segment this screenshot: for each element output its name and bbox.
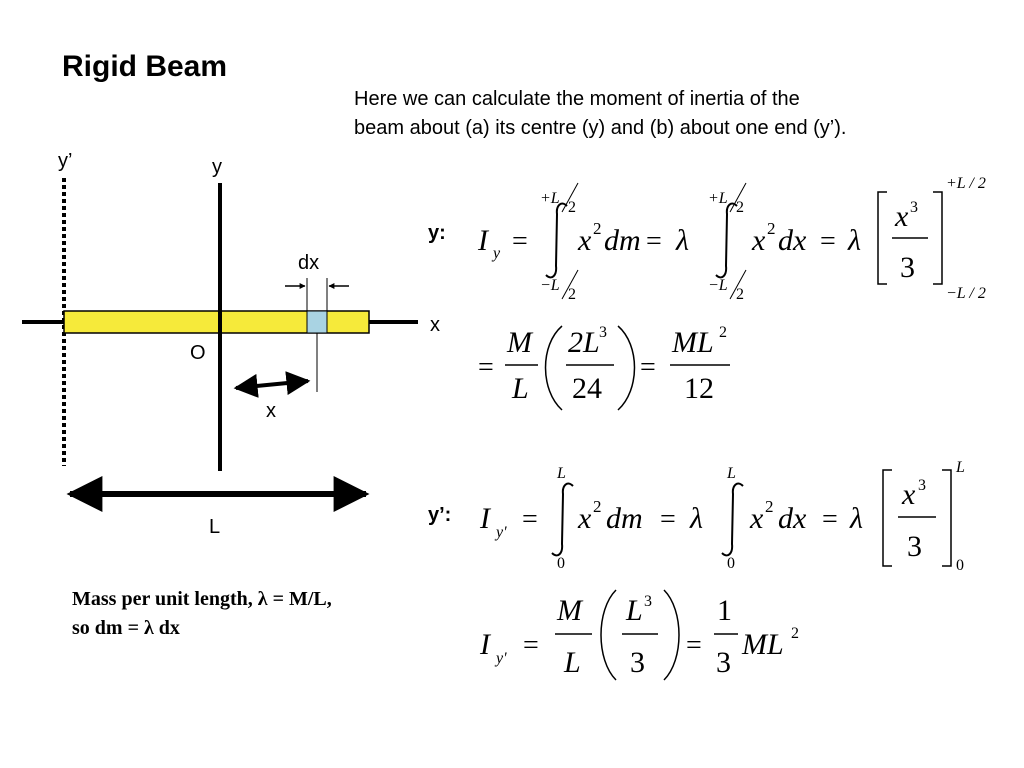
- eq1-upper-den-1: 2: [568, 199, 576, 216]
- eq2-sq-1: 2: [593, 497, 602, 516]
- eq1-equals-2: =: [646, 226, 662, 257]
- eq1r-left-paren: [546, 326, 563, 410]
- eq1r-L: L: [512, 372, 529, 405]
- eq1-right-bracket: [933, 192, 942, 284]
- eq2r-cube: 3: [644, 593, 652, 610]
- eq1-frac-x: x: [895, 200, 909, 233]
- eq1r-equals-2: =: [640, 352, 656, 383]
- mass-note-line-1: Mass per unit length, λ = M/L,: [72, 588, 332, 610]
- x-distance-label: x: [266, 400, 276, 422]
- eq2-sq-2: 2: [765, 497, 774, 516]
- eq1r-24: 24: [572, 372, 602, 405]
- eq1-upper-den-2: 2: [736, 199, 744, 216]
- eq1-equals-3: =: [820, 226, 836, 257]
- intro-line-1: Here we can calculate the moment of inertia of the: [354, 88, 800, 110]
- eq1r-12: 12: [684, 372, 714, 405]
- eq2r-sub-yp: y': [496, 650, 507, 667]
- eq1-lower-limit-1: −L: [540, 277, 560, 294]
- slide-title: Rigid Beam: [62, 50, 228, 83]
- eq1-upper-limit-2: +L: [708, 190, 728, 207]
- end-equation-label: y’:: [428, 504, 452, 526]
- eq2-bound-bottom: 0: [956, 557, 964, 574]
- eq2-upper-limit-1: L: [557, 465, 566, 482]
- eq2-lambda-2: λ: [850, 502, 863, 535]
- eq2r-L-top: L: [626, 594, 643, 627]
- eq1r-2L: 2L: [568, 326, 600, 359]
- eq1-x-2: x: [752, 224, 766, 257]
- x-axis-label: x: [430, 314, 440, 336]
- equation-end-integral: [479, 459, 965, 574]
- eq1-integral-sign-1: [546, 204, 567, 278]
- eq2r-right-paren: [664, 590, 679, 680]
- eq1r-ML: ML: [672, 326, 714, 359]
- eq1-dm: dm: [604, 224, 641, 257]
- eq1-left-bracket: [878, 192, 887, 284]
- eq2-sub-yp: y': [496, 524, 507, 541]
- eq1-lambda-1: λ: [676, 224, 689, 257]
- y-prime-label: y’: [58, 150, 73, 172]
- eq2r-frac-three: 3: [716, 646, 731, 679]
- eq2r-left-paren: [601, 590, 616, 680]
- eq1-bound-bottom: −L / 2: [946, 285, 986, 302]
- eq1-lower-den-2: 2: [736, 286, 744, 303]
- eq1-lower-limit-2: −L: [708, 277, 728, 294]
- eq1-upper-limit-1: +L: [540, 190, 560, 207]
- eq2-equals-2: =: [660, 504, 676, 535]
- eq2r-one: 1: [717, 594, 732, 627]
- eq1-x-1: x: [578, 224, 592, 257]
- intro-line-2: beam about (a) its centre (y) and (b) about one end (y’).: [354, 117, 847, 139]
- equation-centre-result: [478, 324, 730, 410]
- eq2-equals-3: =: [822, 504, 838, 535]
- eq1r-sq: 2: [719, 324, 727, 341]
- y-axis-label: y: [212, 156, 222, 178]
- eq2-frac-x: x: [902, 478, 916, 511]
- eq1-sq-1: 2: [593, 219, 602, 238]
- eq2-lower-limit-2: 0: [727, 555, 735, 572]
- eq1r-equals-1: =: [478, 352, 494, 383]
- eq1r-right-paren: [618, 326, 635, 410]
- eq2-integral-sign-1: [552, 484, 573, 556]
- eq2-frac-three: 3: [907, 530, 922, 563]
- eq2r-three: 3: [630, 646, 645, 679]
- eq2r-sq: 2: [791, 625, 799, 642]
- eq2r-equals-1: =: [523, 630, 539, 661]
- eq2-dm: dm: [606, 502, 643, 535]
- centre-equation-label: y:: [428, 222, 446, 244]
- eq1-bound-top: +L / 2: [946, 175, 986, 192]
- eq2r-L: L: [564, 646, 581, 679]
- eq1-lambda-2: λ: [848, 224, 861, 257]
- eq1-I: I: [478, 224, 488, 257]
- equation-end-result: [479, 590, 799, 680]
- eq2-I: I: [480, 502, 490, 535]
- eq1-frac-three: 3: [900, 251, 915, 284]
- eq2-x-2: x: [750, 502, 764, 535]
- eq2-equals-1: =: [522, 504, 538, 535]
- eq1-sq-2: 2: [767, 219, 776, 238]
- eq2-upper-limit-2: L: [727, 465, 736, 482]
- eq2-bound-top: L: [956, 459, 965, 476]
- equation-centre-integral: [477, 175, 986, 303]
- eq2-left-bracket: [883, 470, 892, 566]
- length-label: L: [209, 516, 221, 538]
- eq2r-M: M: [557, 594, 582, 627]
- eq1-frac-cube: 3: [910, 199, 918, 216]
- eq1-sub-y: y: [493, 245, 501, 262]
- eq2-frac-cube: 3: [918, 477, 926, 494]
- eq1r-M: M: [507, 326, 532, 359]
- mass-note-line-2: so dm = λ dx: [72, 617, 180, 639]
- eq2-right-bracket: [942, 470, 951, 566]
- eq1-lower-den-1: 2: [568, 286, 576, 303]
- eq2-dx: dx: [778, 502, 807, 535]
- dx-label: dx: [298, 252, 320, 274]
- eq2r-I: I: [480, 628, 490, 661]
- eq2-integral-sign-2: [722, 484, 743, 556]
- eq1-integral-sign-2: [716, 204, 737, 278]
- eq1-dx: dx: [778, 224, 807, 257]
- eq2r-equals-2: =: [686, 630, 702, 661]
- eq2-x-1: x: [578, 502, 592, 535]
- eq2-lambda-1: λ: [690, 502, 703, 535]
- eq2r-ML: ML: [742, 628, 784, 661]
- origin-label: O: [190, 342, 206, 364]
- eq1-equals-1: =: [512, 226, 528, 257]
- eq1r-cube: 3: [599, 324, 607, 341]
- eq2-lower-limit-1: 0: [557, 555, 565, 572]
